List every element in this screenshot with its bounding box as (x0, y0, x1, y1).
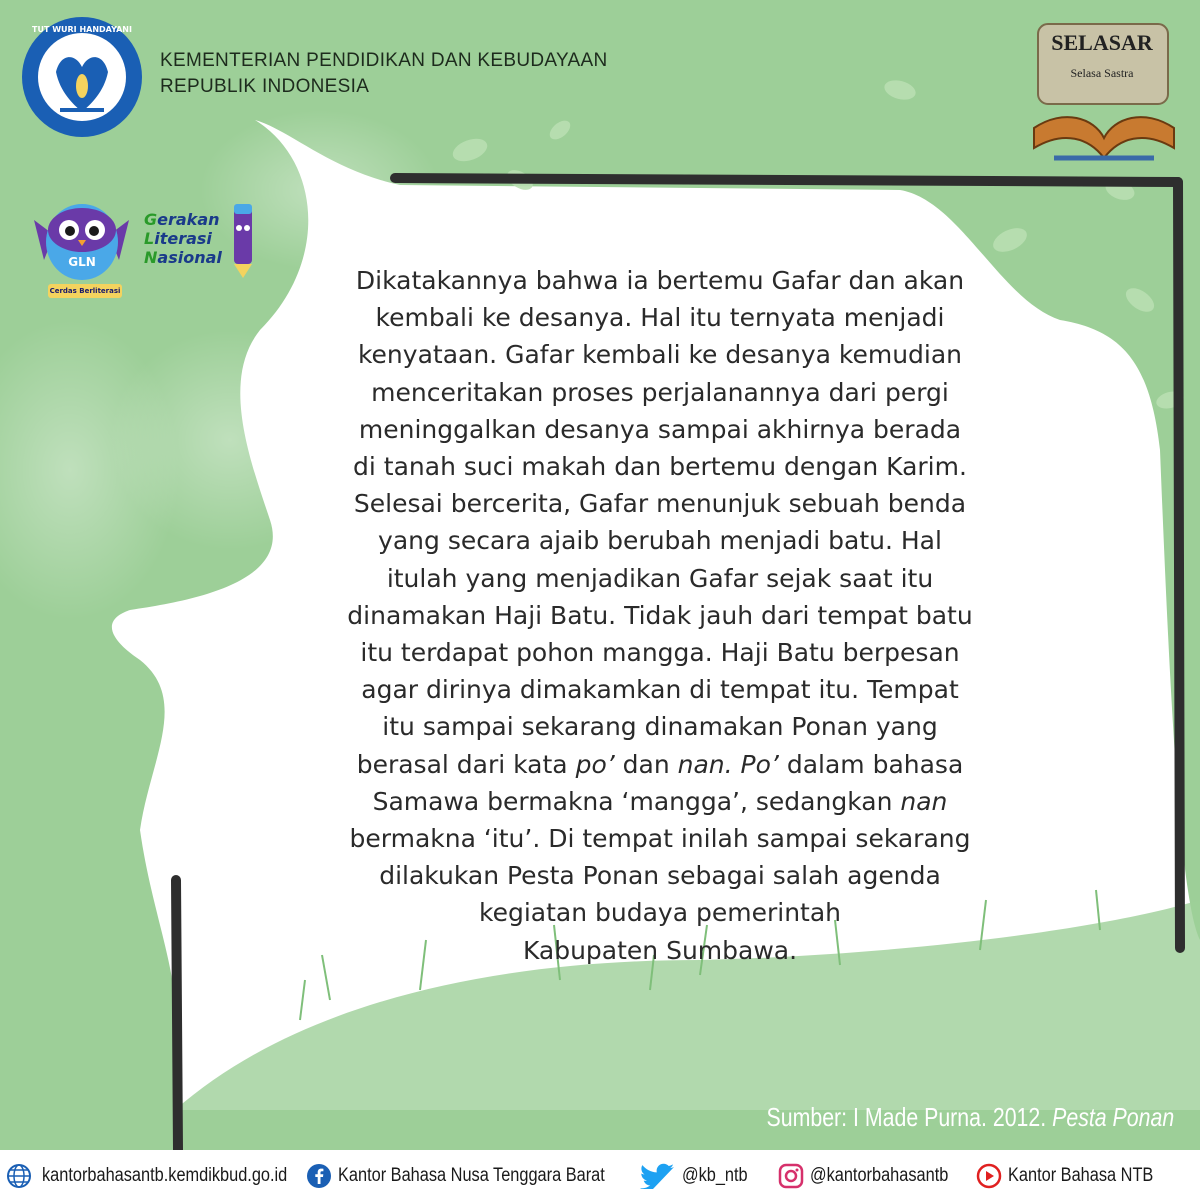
twitter-link[interactable]: @kb_ntb (682, 1165, 748, 1186)
youtube-link[interactable]: Kantor Bahasa NTB (1008, 1165, 1154, 1186)
footer-instagram[interactable] (778, 1163, 971, 1189)
website-link[interactable]: kantorbahasantb.kemdikbud.go.id (42, 1165, 288, 1186)
story-fragment: Samawa bermakna ‘mangga’, sedangkan (372, 786, 901, 816)
ministry-line-2: REPUBLIK INDONESIA (160, 76, 370, 97)
story-line: kembali ke desanya. Hal itu ternyata menjadi (375, 303, 945, 333)
gln-tagline: Cerdas Berliterasi (48, 284, 122, 298)
story-line: kenyataan. Gafar kembali ke desanya kemudian (357, 340, 963, 370)
story-text (255, 262, 1065, 969)
story-fragment: dalam bahasa (778, 749, 964, 779)
globe-icon (6, 1163, 36, 1189)
selasar-subtitle: Selasa Sastra (1070, 66, 1134, 80)
story-line (255, 746, 1065, 783)
story-line: itu terdapat pohon mangga. Haji Batu berpesan (360, 638, 960, 668)
ministry-title (160, 48, 607, 100)
instagram-link[interactable]: @kantorbahasantb (810, 1165, 949, 1186)
youtube-icon (976, 1163, 1002, 1189)
story-line: itu sampai sekarang dinamakan Ponan yang (382, 712, 938, 742)
story-line: itulah yang menjadikan Gafar sejak saat itu (386, 563, 934, 593)
story-line: meninggalkan desanya sampai akhirnya berada (358, 414, 962, 444)
story-line: agar dirinya dimakamkan di tempat itu. Tempat (361, 675, 959, 705)
story-line: Dikatakannya bahwa ia bertemu Gafar dan akan (355, 266, 965, 295)
selasar-logo (1024, 18, 1194, 168)
footer-youtube[interactable] (976, 1163, 1177, 1189)
footer-contacts (0, 1150, 1200, 1200)
facebook-icon (306, 1163, 332, 1189)
story-line: bermakna ‘itu’. Di tempat inilah sampai sekarang (349, 824, 971, 854)
source-title: Pesta Ponan (1051, 1102, 1174, 1132)
story-italic: nan. Po’ (677, 749, 779, 779)
gln-word-2: iterasi (154, 229, 212, 248)
gln-cap-g: G (144, 210, 158, 229)
gln-word-1: erakan (157, 210, 220, 229)
selasar-title: SELASAR (1051, 30, 1153, 55)
facebook-link[interactable]: Kantor Bahasa Nusa Tenggara Barat (338, 1165, 605, 1186)
gln-cap-n: N (144, 248, 158, 267)
story-line: di tanah suci makah dan bertemu dengan Karim. (353, 452, 967, 482)
story-italic: po’ (575, 749, 615, 779)
instagram-icon (778, 1163, 804, 1189)
gln-cap-l: L (144, 229, 155, 248)
story-line: dinamakan Haji Batu. Tidak jauh dari tempat batu (347, 600, 973, 630)
mascot-badge: GLN (68, 255, 96, 269)
ministry-line-1: KEMENTERIAN PENDIDIKAN DAN KEBUDAYAAN (160, 50, 608, 71)
source-citation (766, 1102, 1174, 1133)
tut-wuri-handayani-emblem (16, 12, 148, 142)
story-line (255, 783, 1065, 820)
footer-website[interactable] (6, 1163, 327, 1189)
footer-twitter[interactable] (640, 1163, 758, 1189)
story-line: dilakukan Pesta Ponan sebagai salah agenda (379, 861, 941, 891)
story-italic: nan (900, 786, 948, 816)
story-fragment: berasal dari kata (356, 749, 576, 779)
emblem-motto: TUT WURI HANDAYANI (32, 25, 132, 34)
source-prefix: Sumber: I Made Purna. 2012. (766, 1102, 1052, 1132)
story-line: kegiatan budaya pemerintah (479, 898, 841, 928)
story-line: Kabupaten Sumbawa. (522, 935, 798, 965)
twitter-bird-icon (640, 1163, 676, 1189)
story-fragment: dan (614, 749, 678, 779)
gln-word-3: asional (157, 248, 222, 267)
story-line: Selesai bercerita, Gafar menunjuk sebuah benda (353, 489, 967, 519)
story-line: yang secara ajaib berubah menjadi batu. Hal (378, 526, 942, 556)
footer-facebook[interactable] (306, 1163, 648, 1189)
story-line: menceritakan proses perjalanannya dari pergi (371, 377, 949, 407)
